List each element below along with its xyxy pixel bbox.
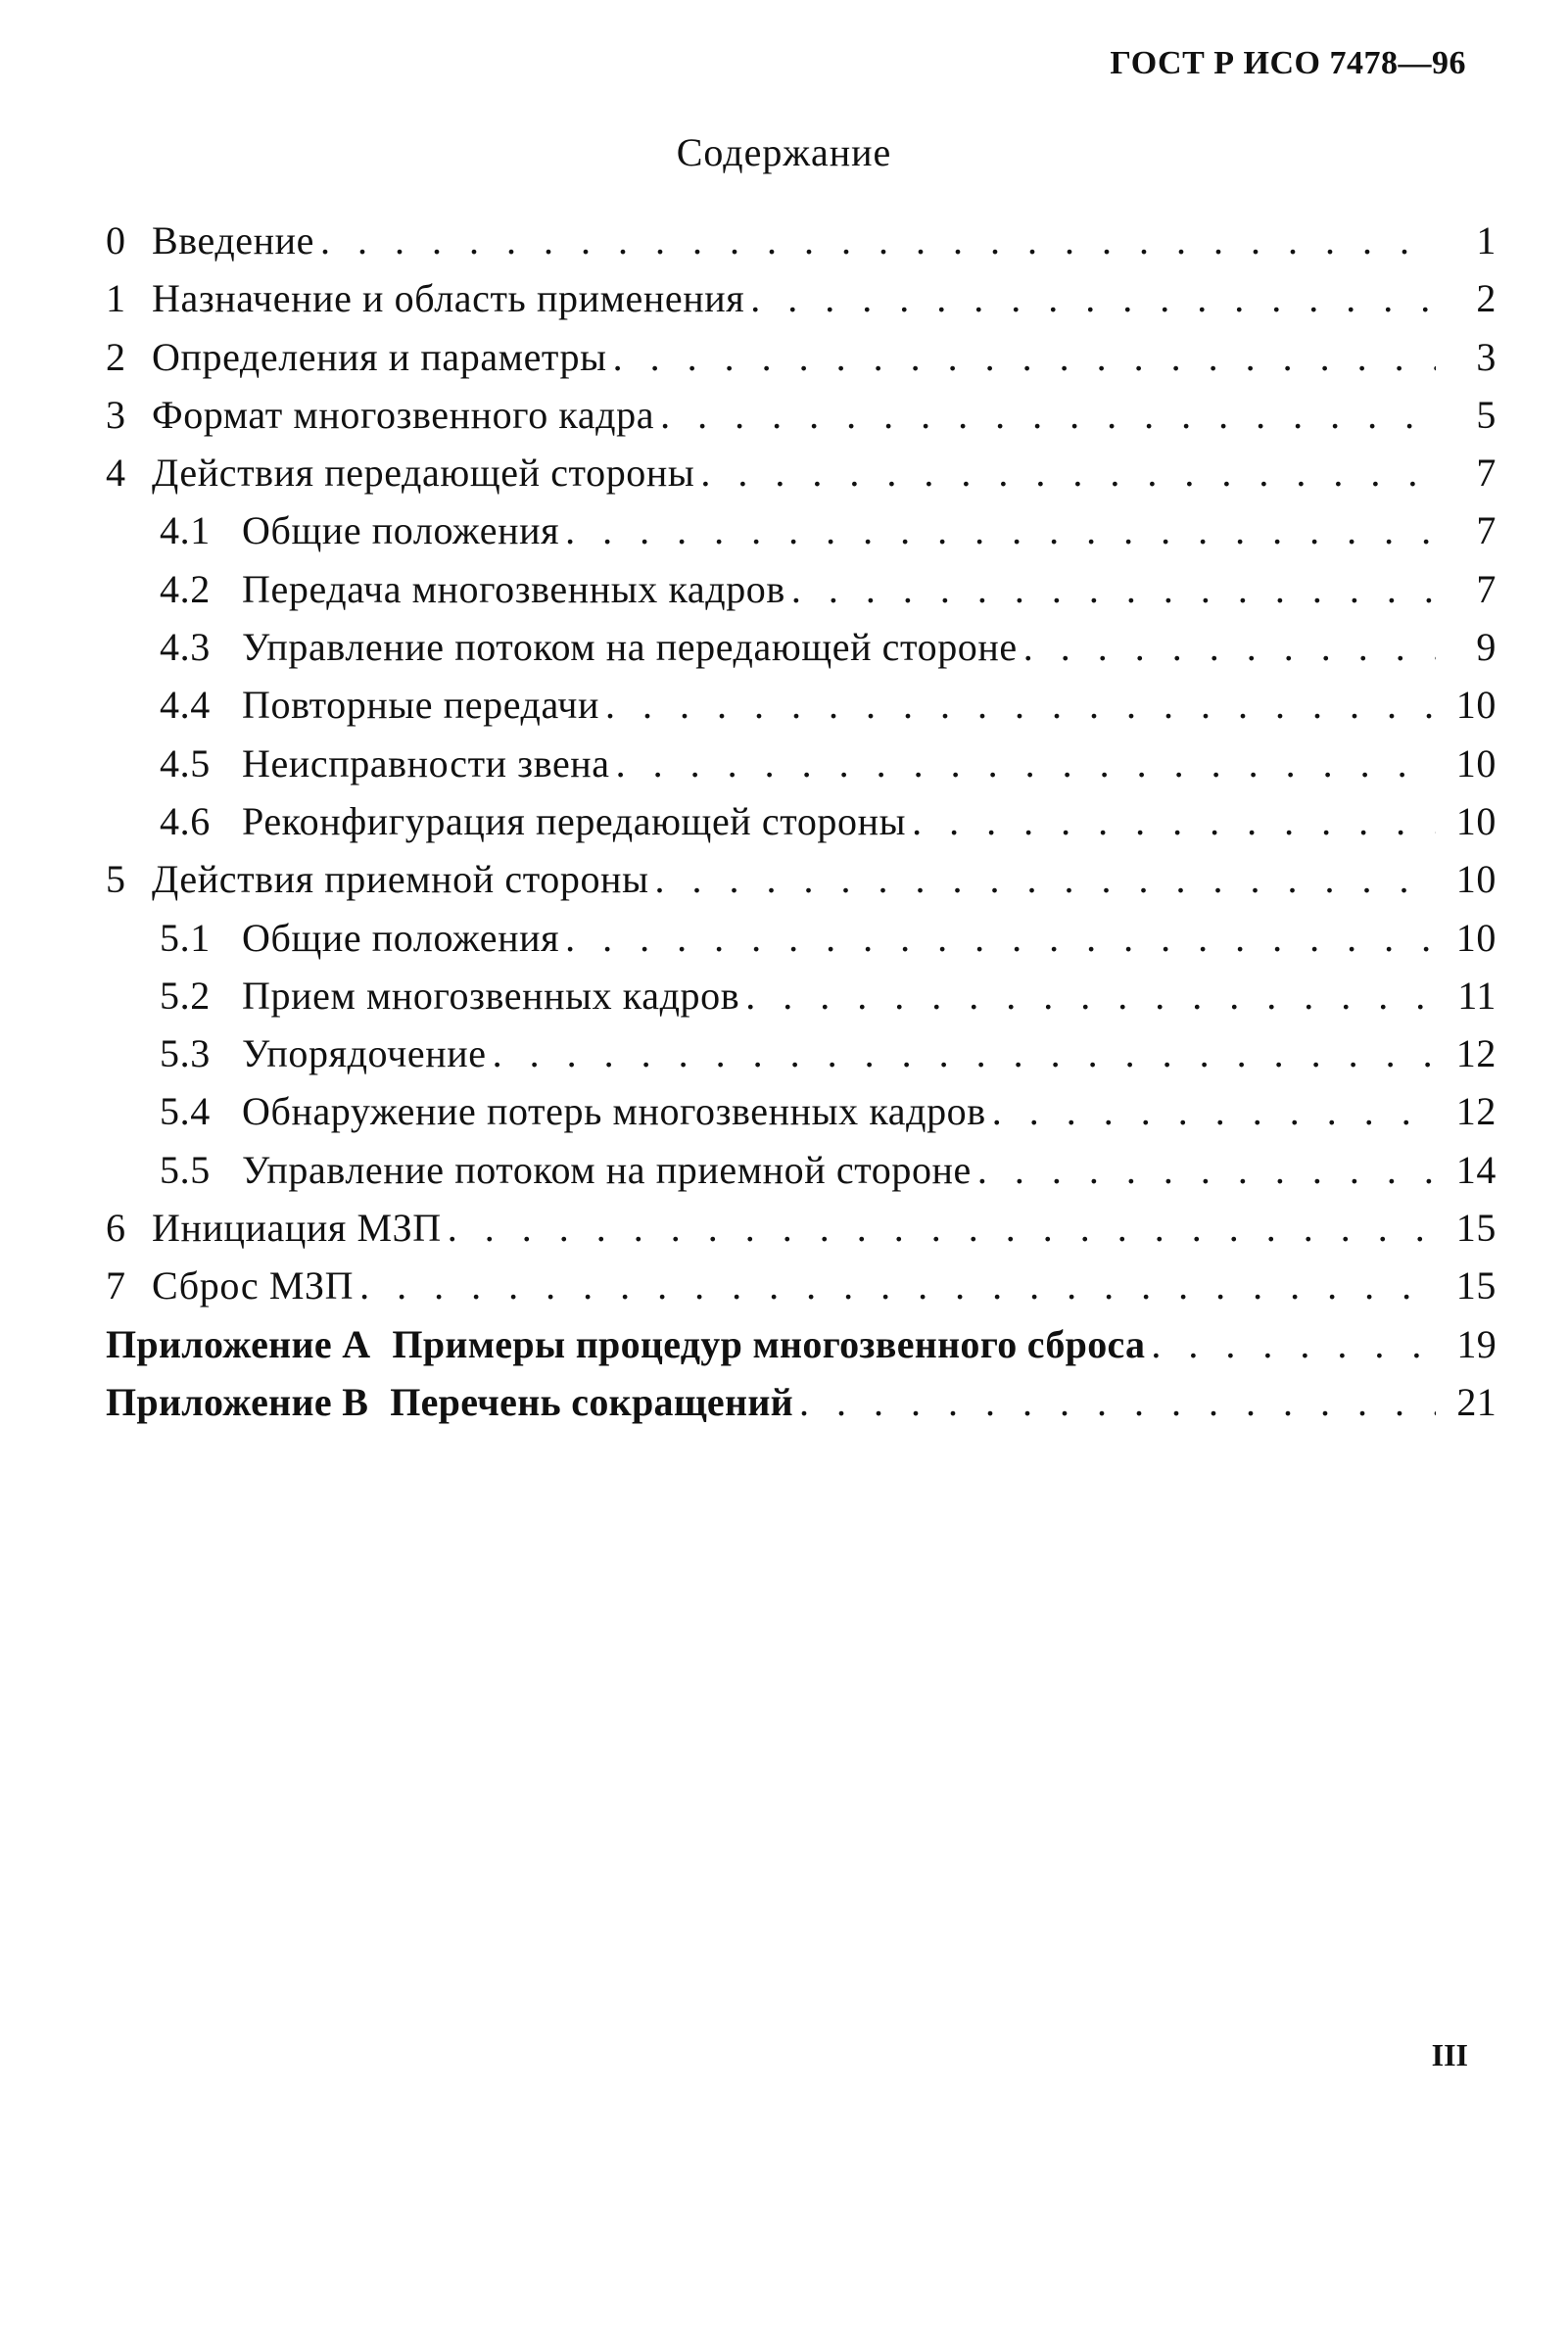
- toc-entry-5-3[interactable]: [106, 1030, 1497, 1088]
- toc-entry-number: 4.3: [160, 625, 211, 670]
- dot-leader: [750, 275, 1436, 321]
- toc-entry-label: Формат многозвенного кадра: [152, 392, 655, 437]
- toc-entry-4-6[interactable]: [106, 798, 1497, 856]
- toc-entry-label: Управление потоком на приемной стороне: [242, 1147, 972, 1192]
- toc-entry-2[interactable]: [106, 334, 1497, 392]
- dot-leader: [493, 1030, 1436, 1076]
- toc-entry-number: 4.6: [160, 798, 211, 843]
- table-of-contents: [106, 217, 1497, 1437]
- toc-entry-4-4[interactable]: [106, 682, 1497, 739]
- toc-entry-number: 1: [106, 276, 126, 321]
- toc-entry-label: Перечень сокращений: [390, 1379, 794, 1424]
- toc-entry-annex-a[interactable]: [106, 1321, 1497, 1379]
- toc-entry-label: Назначение и область применения: [152, 276, 745, 321]
- toc-entry-label: Примеры процедур многозвенного сброса: [392, 1321, 1146, 1366]
- toc-entry-4-3[interactable]: [106, 624, 1497, 682]
- toc-entry-number: 4.5: [160, 740, 211, 785]
- dot-leader: [359, 1262, 1436, 1309]
- dot-leader: [992, 1088, 1436, 1134]
- toc-entry-page: 7: [1476, 508, 1497, 553]
- toc-entry-page: 7: [1476, 566, 1497, 611]
- toc-entry-label: Сброс МЗП: [152, 1263, 355, 1309]
- toc-entry-page: 21: [1456, 1379, 1497, 1424]
- toc-entry-label: Обнаружение потерь многозвенных кадров: [242, 1089, 986, 1134]
- toc-entry-label: Введение: [152, 218, 315, 262]
- dot-leader: [616, 740, 1436, 786]
- toc-entry-number: 4: [106, 451, 126, 496]
- toc-entry-page: 15: [1455, 1263, 1497, 1309]
- toc-entry-7[interactable]: [106, 1262, 1497, 1320]
- dot-leader: [745, 973, 1436, 1019]
- toc-entry-label: Упорядочение: [242, 1031, 487, 1076]
- toc-entry-page: 2: [1476, 276, 1497, 321]
- toc-entry-label: Общие положения: [242, 915, 560, 960]
- dot-leader: [448, 1205, 1436, 1251]
- toc-entry-number: 4.4: [160, 683, 211, 728]
- toc-entry-label: Определения и параметры: [152, 334, 607, 379]
- toc-entry-page: 10: [1455, 683, 1497, 728]
- dot-leader: [1023, 624, 1436, 670]
- toc-entry-page: 9: [1476, 625, 1497, 670]
- toc-entry-number: 5: [106, 857, 126, 902]
- toc-entry-0[interactable]: [106, 217, 1497, 275]
- toc-entry-number: 0: [106, 218, 126, 262]
- toc-entry-label: Управление потоком на передающей стороне: [242, 625, 1018, 670]
- toc-entry-number: 5.4: [160, 1089, 211, 1134]
- dot-leader: [565, 915, 1436, 961]
- toc-entry-5-4[interactable]: [106, 1088, 1497, 1146]
- toc-entry-page: 12: [1455, 1031, 1497, 1076]
- toc-entry-page: 10: [1455, 915, 1497, 960]
- dot-leader: [613, 334, 1436, 380]
- toc-entry-number: 5.1: [160, 915, 211, 960]
- toc-entry-label: Передача многозвенных кадров: [242, 566, 785, 611]
- toc-entry-label: Прием многозвенных кадров: [242, 973, 740, 1018]
- toc-entry-page: 10: [1455, 740, 1497, 785]
- toc-entry-page: 10: [1455, 857, 1497, 902]
- toc-entry-number: Приложение В: [106, 1379, 369, 1424]
- dot-leader: [655, 856, 1436, 902]
- toc-entry-5-5[interactable]: [106, 1147, 1497, 1205]
- dot-leader: [977, 1147, 1436, 1193]
- toc-entry-number: 7: [106, 1263, 126, 1309]
- dot-leader: [660, 392, 1436, 438]
- dot-leader: [700, 450, 1436, 496]
- toc-entry-number: 5.3: [160, 1031, 211, 1076]
- toc-entry-1[interactable]: [106, 275, 1497, 333]
- toc-entry-label: Действия приемной стороны: [152, 857, 649, 902]
- dot-leader: [605, 682, 1436, 728]
- toc-title: Содержание: [676, 130, 892, 174]
- toc-entry-number: 5.5: [160, 1147, 211, 1192]
- toc-entry-page: 11: [1457, 973, 1497, 1018]
- toc-entry-label: Инициация МЗП: [152, 1206, 442, 1251]
- toc-entry-page: 10: [1455, 798, 1497, 843]
- toc-entry-page: 14: [1455, 1147, 1497, 1192]
- toc-entry-page: 1: [1476, 218, 1497, 262]
- toc-entry-label: Действия передающей стороны: [152, 451, 695, 496]
- dot-leader: [799, 1379, 1436, 1425]
- toc-entry-number: 4.1: [160, 508, 211, 553]
- toc-entry-number: 4.2: [160, 566, 211, 611]
- toc-entry-5-1[interactable]: [106, 915, 1497, 973]
- toc-entry-3[interactable]: [106, 392, 1497, 450]
- toc-entry-page: 5: [1476, 392, 1497, 437]
- dot-leader: [1151, 1321, 1436, 1367]
- toc-entry-number: 3: [106, 392, 126, 437]
- toc-entry-4-1[interactable]: [106, 507, 1497, 565]
- document-code: ГОСТ Р ИСО 7478—96: [1110, 45, 1466, 81]
- toc-entry-4[interactable]: [106, 450, 1497, 507]
- toc-entry-page: 19: [1456, 1321, 1497, 1366]
- dot-leader: [565, 507, 1436, 553]
- toc-entry-number: Приложение А: [106, 1321, 371, 1366]
- toc-entry-label: Неисправности звена: [242, 740, 610, 785]
- dot-leader: [320, 217, 1436, 263]
- page-number: III: [1431, 2037, 1468, 2072]
- toc-entry-4-2[interactable]: [106, 566, 1497, 624]
- toc-entry-page: 3: [1476, 334, 1497, 379]
- dot-leader: [791, 566, 1436, 612]
- toc-entry-annex-b[interactable]: [106, 1379, 1497, 1437]
- toc-entry-label: Реконфигурация передающей стороны: [242, 798, 907, 843]
- toc-entry-number: 2: [106, 334, 126, 379]
- toc-entry-4-5[interactable]: [106, 740, 1497, 798]
- dot-leader: [912, 798, 1436, 844]
- toc-entry-number: 5.2: [160, 973, 211, 1018]
- toc-entry-label: Повторные передачи: [242, 683, 599, 728]
- toc-entry-label: Общие положения: [242, 508, 560, 553]
- toc-entry-number: 6: [106, 1206, 126, 1251]
- toc-entry-page: 15: [1455, 1206, 1497, 1251]
- toc-entry-page: 12: [1455, 1089, 1497, 1134]
- toc-entry-page: 7: [1476, 451, 1497, 496]
- toc-entry-5-2[interactable]: [106, 973, 1497, 1030]
- toc-entry-5[interactable]: [106, 856, 1497, 914]
- toc-entry-6[interactable]: [106, 1205, 1497, 1262]
